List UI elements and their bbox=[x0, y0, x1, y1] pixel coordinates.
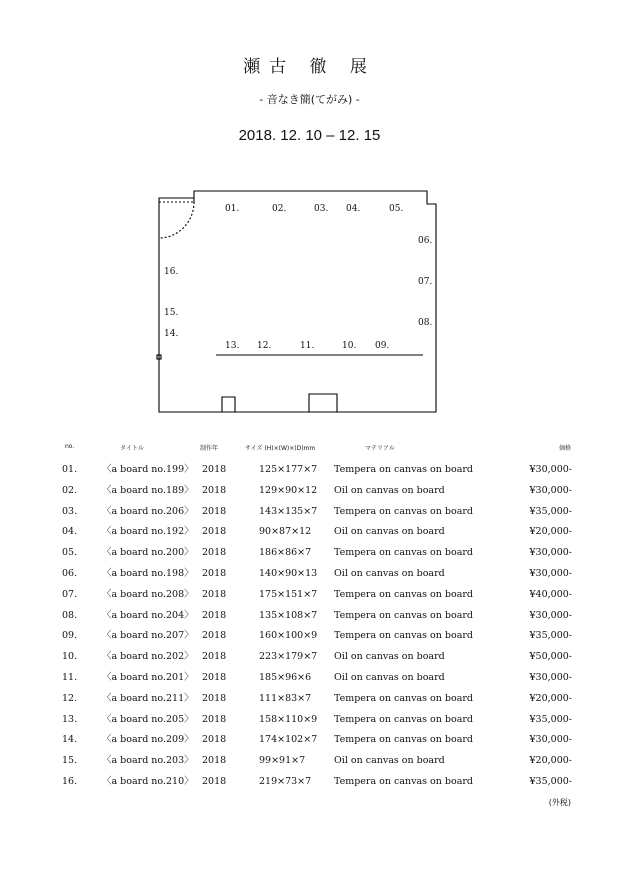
row-material: Tempera on canvas on board bbox=[334, 609, 473, 621]
floor-plan-label-08: 08. bbox=[418, 318, 433, 328]
row-title: 〈a board no.200〉 bbox=[102, 547, 194, 559]
row-material: Oil on canvas on board bbox=[334, 484, 445, 496]
floor-plan-label-01: 01. bbox=[225, 204, 240, 214]
row-number: 02. bbox=[62, 484, 78, 496]
floor-plan-label-11: 11. bbox=[300, 341, 315, 351]
row-size: 140×90×13 bbox=[259, 568, 318, 579]
row-title: 〈a board no.211〉 bbox=[102, 692, 194, 704]
floor-plan-label-14: 14. bbox=[164, 329, 179, 339]
row-year: 2018 bbox=[202, 484, 227, 496]
row-size: 111×83×7 bbox=[259, 692, 312, 704]
row-year: 2018 bbox=[202, 588, 227, 600]
row-number: 05. bbox=[62, 547, 78, 559]
row-size: 185×96×6 bbox=[259, 672, 312, 683]
row-size: 90×87×12 bbox=[259, 526, 312, 538]
row-year: 2018 bbox=[202, 609, 227, 621]
row-material: Tempera on canvas on board bbox=[334, 505, 473, 517]
table-row bbox=[0, 547, 619, 568]
row-title: 〈a board no.210〉 bbox=[102, 776, 194, 787]
row-title: 〈a board no.205〉 bbox=[102, 713, 194, 725]
row-material: Oil on canvas on board bbox=[334, 526, 445, 538]
table-row bbox=[0, 651, 619, 672]
floor-plan-label-04: 04. bbox=[346, 204, 361, 214]
table-row bbox=[0, 630, 619, 651]
row-title: 〈a board no.201〉 bbox=[102, 672, 194, 683]
row-year: 2018 bbox=[202, 526, 227, 538]
row-title: 〈a board no.202〉 bbox=[102, 651, 194, 663]
header-price: 価格 bbox=[558, 445, 571, 452]
row-number: 01. bbox=[62, 464, 78, 475]
row-title: 〈a board no.198〉 bbox=[102, 568, 194, 579]
floor-plan-bottom-notch-right bbox=[309, 394, 337, 412]
row-size: 219×73×7 bbox=[259, 776, 312, 787]
row-size: 143×135×7 bbox=[259, 505, 318, 517]
row-price: ¥50,000- bbox=[529, 651, 572, 663]
row-price: ¥30,000- bbox=[529, 734, 572, 746]
row-material: Oil on canvas on board bbox=[334, 651, 445, 663]
row-number: 09. bbox=[62, 630, 78, 642]
row-title: 〈a board no.208〉 bbox=[102, 588, 194, 600]
row-price: ¥30,000- bbox=[529, 609, 572, 621]
floor-plan-label-12: 12. bbox=[257, 341, 272, 351]
floor-plan-label-05: 05. bbox=[389, 204, 404, 214]
row-material: Tempera on canvas on board bbox=[334, 692, 473, 704]
row-year: 2018 bbox=[202, 672, 227, 683]
row-size: 99×91×7 bbox=[259, 755, 306, 767]
row-material: Oil on canvas on board bbox=[334, 755, 445, 767]
table-row bbox=[0, 506, 619, 527]
row-title: 〈a board no.189〉 bbox=[102, 484, 194, 496]
floor-plan-label-13: 13. bbox=[225, 341, 240, 351]
table-row bbox=[0, 776, 619, 797]
row-price: ¥35,000- bbox=[529, 713, 572, 725]
row-size: 135×108×7 bbox=[259, 609, 318, 621]
row-material: Tempera on canvas on board bbox=[334, 713, 473, 725]
row-title: 〈a board no.207〉 bbox=[102, 630, 194, 642]
row-size: 125×177×7 bbox=[259, 464, 318, 475]
row-title: 〈a board no.203〉 bbox=[102, 755, 194, 767]
row-title: 〈a board no.199〉 bbox=[102, 464, 194, 475]
row-price: ¥20,000- bbox=[529, 755, 572, 767]
table-row bbox=[0, 610, 619, 631]
row-material: Tempera on canvas on board bbox=[334, 734, 473, 746]
row-price: ¥30,000- bbox=[529, 484, 572, 496]
header-size: サイズ (H)×(W)×(D)mm bbox=[245, 445, 316, 452]
row-title: 〈a board no.209〉 bbox=[102, 734, 194, 746]
row-price: ¥35,000- bbox=[529, 776, 572, 787]
table-row bbox=[0, 568, 619, 589]
exhibition-title: 瀬古 徹 展 bbox=[243, 57, 376, 77]
row-year: 2018 bbox=[202, 713, 227, 725]
row-price: ¥30,000- bbox=[529, 672, 572, 683]
row-year: 2018 bbox=[202, 630, 227, 642]
row-year: 2018 bbox=[202, 776, 227, 787]
row-size: 174×102×7 bbox=[259, 734, 318, 746]
row-size: 223×179×7 bbox=[259, 651, 318, 663]
row-title: 〈a board no.204〉 bbox=[102, 609, 194, 621]
floor-plan-wall bbox=[159, 191, 436, 412]
row-price: ¥20,000- bbox=[529, 692, 572, 704]
row-year: 2018 bbox=[202, 734, 227, 746]
floor-plan-label-10: 10. bbox=[342, 341, 357, 351]
row-price: ¥20,000- bbox=[529, 526, 572, 538]
table-row bbox=[0, 526, 619, 547]
row-number: 14. bbox=[62, 734, 78, 746]
row-size: 129×90×12 bbox=[259, 484, 318, 496]
row-material: Tempera on canvas on board bbox=[334, 588, 473, 600]
exhibition-subtitle: - 音なき簡(てがみ) - bbox=[259, 93, 360, 106]
table-row bbox=[0, 755, 619, 776]
row-number: 07. bbox=[62, 588, 78, 600]
row-number: 10. bbox=[62, 651, 78, 663]
row-price: ¥35,000- bbox=[529, 630, 572, 642]
row-size: 158×110×9 bbox=[259, 713, 318, 725]
row-year: 2018 bbox=[202, 505, 227, 517]
row-number: 04. bbox=[62, 526, 78, 538]
row-material: Tempera on canvas on board bbox=[334, 547, 473, 559]
row-number: 12. bbox=[62, 692, 78, 704]
row-title: 〈a board no.192〉 bbox=[102, 526, 194, 538]
row-material: Oil on canvas on board bbox=[334, 568, 445, 579]
row-year: 2018 bbox=[202, 547, 227, 559]
row-material: Oil on canvas on board bbox=[334, 672, 445, 683]
row-number: 11. bbox=[62, 672, 78, 683]
header-no: no. bbox=[65, 443, 75, 450]
row-number: 08. bbox=[62, 609, 78, 621]
table-row bbox=[0, 714, 619, 735]
row-size: 175×151×7 bbox=[259, 588, 318, 600]
row-year: 2018 bbox=[202, 755, 227, 767]
row-price: ¥30,000- bbox=[529, 568, 572, 579]
table-row bbox=[0, 672, 619, 693]
row-price: ¥35,000- bbox=[529, 505, 572, 517]
tax-note: (外税) bbox=[548, 798, 571, 807]
row-price: ¥30,000- bbox=[529, 464, 572, 475]
row-title: 〈a board no.206〉 bbox=[102, 505, 194, 517]
floor-plan-label-09: 09. bbox=[375, 341, 390, 351]
row-number: 13. bbox=[62, 713, 78, 725]
header-material: マテリアル bbox=[365, 445, 395, 452]
floor-plan-label-06: 06. bbox=[418, 236, 433, 246]
floor-plan-bottom-notch-left bbox=[222, 397, 235, 412]
table-row bbox=[0, 589, 619, 610]
header-year: 制作年 bbox=[200, 445, 219, 452]
row-number: 15. bbox=[62, 755, 78, 767]
exhibition-dates: 2018. 12. 10 – 12. 15 bbox=[238, 127, 381, 144]
table-row bbox=[0, 734, 619, 755]
floor-plan-door-arc bbox=[159, 202, 194, 238]
row-material: Tempera on canvas on board bbox=[334, 630, 473, 642]
table-row bbox=[0, 485, 619, 506]
row-year: 2018 bbox=[202, 568, 227, 579]
floor-plan-label-15: 15. bbox=[164, 308, 179, 318]
row-year: 2018 bbox=[202, 692, 227, 704]
row-size: 160×100×9 bbox=[259, 630, 318, 642]
row-number: 06. bbox=[62, 568, 78, 579]
table-row bbox=[0, 693, 619, 714]
floor-plan-label-02: 02. bbox=[272, 204, 287, 214]
row-price: ¥40,000- bbox=[529, 588, 572, 600]
row-material: Tempera on canvas on board bbox=[334, 776, 473, 787]
row-material: Tempera on canvas on board bbox=[334, 464, 473, 475]
row-year: 2018 bbox=[202, 464, 227, 475]
row-size: 186×86×7 bbox=[259, 547, 312, 559]
header-title: タイトル bbox=[120, 445, 144, 452]
row-price: ¥30,000- bbox=[529, 547, 572, 559]
floor-plan-label-16: 16. bbox=[164, 267, 179, 277]
row-number: 16. bbox=[62, 776, 78, 787]
row-year: 2018 bbox=[202, 651, 227, 663]
floor-plan-label-07: 07. bbox=[418, 277, 433, 287]
table-row bbox=[0, 464, 619, 485]
floor-plan-label-03: 03. bbox=[314, 204, 329, 214]
row-number: 03. bbox=[62, 505, 78, 517]
